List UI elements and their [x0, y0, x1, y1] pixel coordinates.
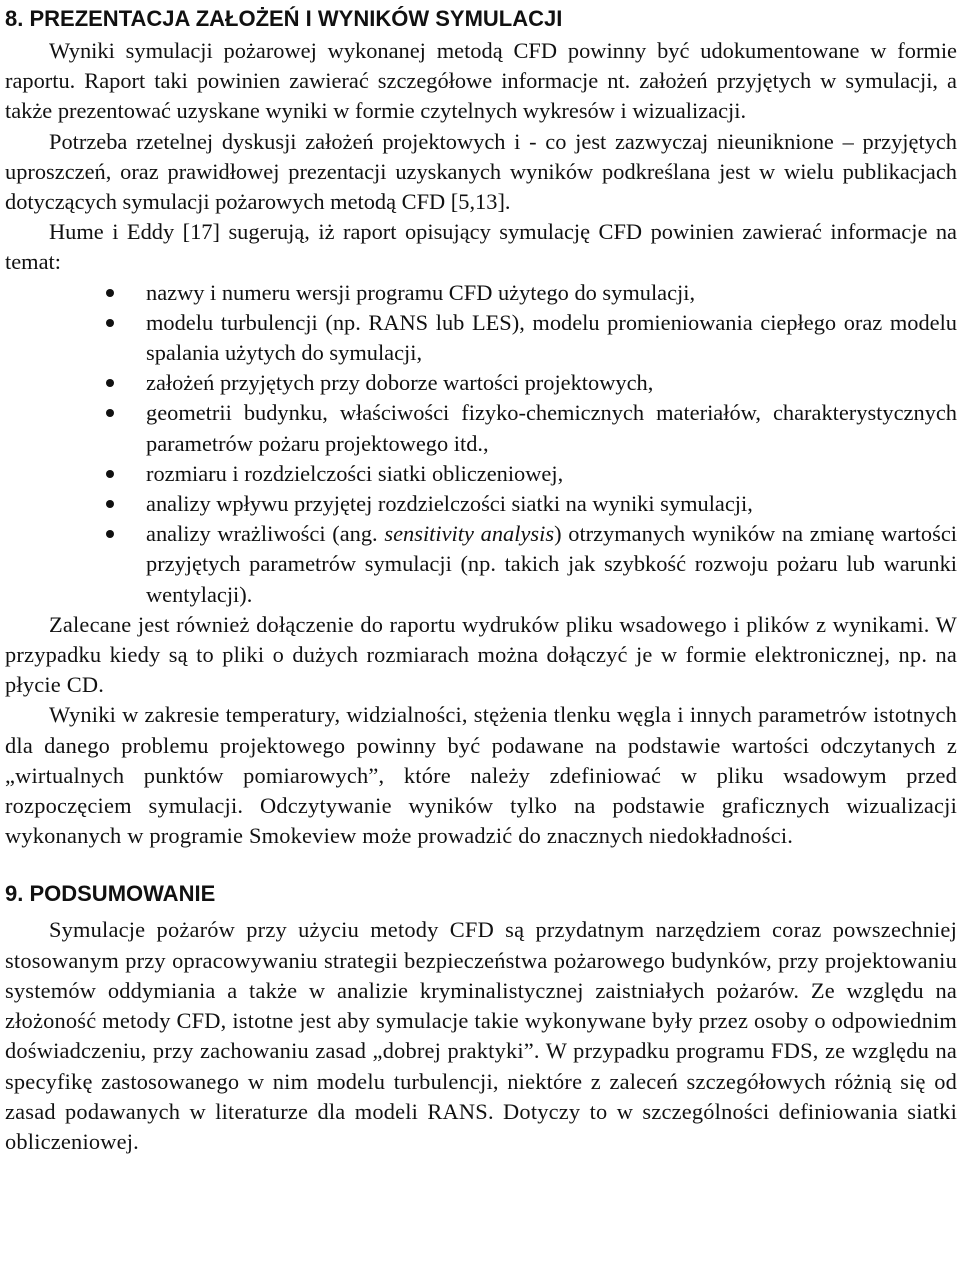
list-item-text-start: analizy wrażliwości (ang.: [146, 521, 385, 547]
list-item-text: nazwy i numeru wersji programu CFD użytego do symulacji,: [146, 279, 696, 305]
list-item-text: analizy wpływu przyjętej rozdzielczości siatki na wyniki symulacji,: [146, 491, 753, 517]
list-item-text-italic: sensitivity analysis: [384, 521, 555, 547]
list-item-text-end: ) otrzymanych wyników na zmianę wartości przyjętych parametrów symulacji (np. takich jak szybkość rozwoju pożaru lub warunki wentylacji).: [146, 521, 957, 607]
bullet-icon: [106, 500, 114, 508]
section-8-paragraph-5: Wyniki w zakresie temperatury, widzialności, stężenia tlenku węgla i innych parametrów istotnych dla danego problemu projektowego powinny być podawane na podstawie wartości odczytanych z „wirtualnych punktów pomiarowych”, które należy zdefiniować w pliku wsadowym przed rozpoczęciem symulacji. Odczytywanie wyników tylko na podstawie graficznych wizualizacji wykonanych w programie Smokeview może prowadzić do znacznych niedokładności.: [5, 702, 957, 849]
document-page: [5, 0, 957, 1157]
section-9-paragraph-1: Symulacje pożarów przy użyciu metody CFD są przydatnym narzędziem coraz powszechniej stosowanym przy opracowywaniu strategii bezpieczeństwa pożarowego budynków, przy projektowaniu systemów oddymiania a także w analizie kryminalistycznej zaistniałych pożarów. Ze względu na złożoność metody CFD, istotne jest aby symulacje takie wykonywane były przez osoby o odpowiednim doświadczeniu, przy zachowaniu zasad „dobrej praktyki”. W przypadku programu FDS, ze względu na specyfikę zastosowanego w nim modelu turbulencji, niektóre z zaleceń szczegółowych różnią się od zasad podawanych w literaturze dla modeli RANS. Dotyczy to w szczególności definiowania siatki obliczeniowej.: [5, 917, 957, 1154]
bullet-icon: [106, 319, 114, 327]
list-item-text: rozmiaru i rozdzielczości siatki obliczeniowej,: [146, 460, 564, 486]
bullet-icon: [106, 530, 114, 538]
list-item: [5, 459, 957, 489]
section-8-paragraph-1: Wyniki symulacji pożarowej wykonanej metodą CFD powinny być udokumentowane w formie raportu. Raport taki powinien zawierać szczegółowe informacje nt. założeń przyjętych w symulacji, a także prezentować uzyskane wyniki w formie czytelnych wykresów i wizualizacji.: [5, 38, 957, 124]
list-item: [5, 368, 957, 398]
bullet-icon: [106, 379, 114, 387]
section-8-heading: 8. PREZENTACJA ZAŁOŻEŃ I WYNIKÓW SYMULACJI: [5, 6, 563, 31]
list-item-text: modelu turbulencji (np. RANS lub LES), modelu promieniowania ciepłego oraz modelu spalania użytych do symulacji,: [146, 309, 957, 366]
report-contents-list: [5, 278, 957, 610]
section-8-paragraph-4: Zalecane jest również dołączenie do raportu wydruków pliku wsadowego i plików z wynikami. W przypadku kiedy są to pliki o dużych rozmiarach można dołączyć je w formie elektronicznej, np. na płycie CD.: [5, 611, 957, 698]
section-9-heading: 9. PODSUMOWANIE: [5, 881, 216, 907]
list-item: [5, 398, 957, 458]
section-8-paragraph-2: Potrzeba rzetelnej dyskusji założeń projektowych i - co jest zazwyczaj nieuniknione – przyjętych uproszczeń, oraz prawidłowej prezentacji uzyskanych wyników podkreślana jest w wielu publikacjach dotyczących symulacji pożarowych metodą CFD [5,13].: [5, 128, 957, 215]
list-item-text: założeń przyjętych przy doborze wartości projektowych,: [146, 370, 654, 396]
list-item: [5, 519, 957, 610]
bullet-icon: [106, 470, 114, 478]
list-item: [5, 308, 957, 368]
list-item-text: geometrii budynku, właściwości fizyko-chemicznych materiałów, charakterystycznych parametrów pożaru projektowego itd.,: [146, 400, 957, 456]
bullet-icon: [106, 409, 114, 417]
list-item: [5, 489, 957, 519]
list-item: [5, 278, 957, 308]
section-8-paragraph-3: Hume i Eddy [17] sugerują, iż raport opisujący symulację CFD powinien zawierać informacje na temat:: [5, 219, 957, 275]
bullet-icon: [106, 289, 114, 297]
